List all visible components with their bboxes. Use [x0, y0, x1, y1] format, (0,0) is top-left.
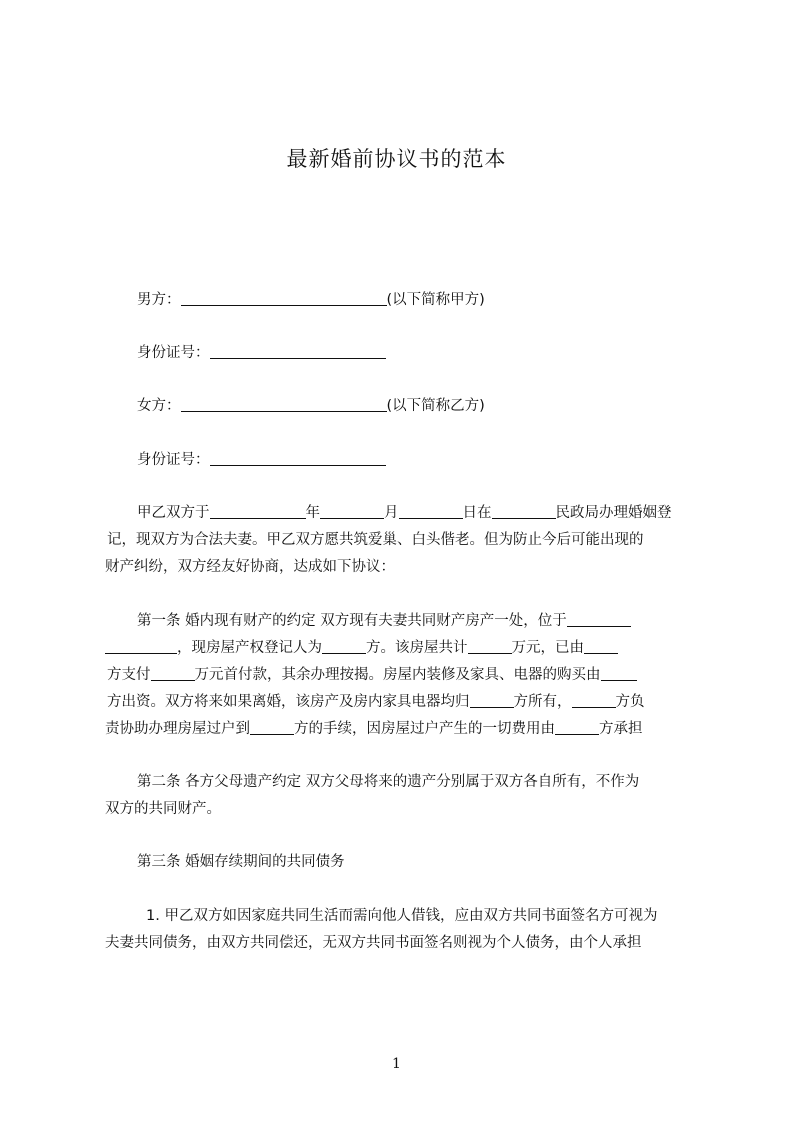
- wife-id-blank[interactable]: [210, 451, 386, 466]
- article1-text: 万元首付款，其余办理按揭。房屋内装修及家具、电器的购买由: [194, 667, 601, 683]
- article2-line-2: 双方的共同财产。: [105, 801, 221, 817]
- intro-text: 年: [305, 505, 320, 521]
- day-blank[interactable]: [399, 504, 463, 519]
- husband-label: 男方：: [137, 292, 181, 308]
- intro-line-2: 记，现双方为合法夫妻。甲乙双方愿共筑爱巢、白头偕老。但为防止今后可能出现的: [107, 532, 644, 548]
- article1-line-4: [107, 692, 645, 712]
- down-payment-blank[interactable]: [151, 666, 195, 681]
- article1-text: 方的手续，因房屋过户产生的一切费用由: [294, 721, 555, 737]
- wife-note: (以下简称乙方): [386, 398, 485, 414]
- intro-text: 月: [384, 505, 399, 521]
- page-number: 1: [392, 1056, 401, 1072]
- husband-id-field: [137, 343, 386, 363]
- assist-party-blank[interactable]: [572, 693, 616, 708]
- article1-text: 方承担: [599, 721, 643, 737]
- article3-item1-line-1: 1. 甲乙双方如因家庭共同生活而需向他人借钱，应由双方共同书面签名方可视为: [146, 908, 658, 924]
- intro-line-1: [137, 503, 672, 523]
- location-blank[interactable]: [567, 612, 631, 627]
- article1-line-2: [105, 638, 618, 658]
- wife-label: 女方：: [137, 398, 181, 414]
- article1-text: 方支付: [107, 667, 151, 683]
- wife-id-field: [137, 450, 386, 470]
- location-blank-cont[interactable]: [105, 639, 177, 654]
- registrant-blank[interactable]: [322, 639, 366, 654]
- article1-text: 方。该房屋共计: [366, 640, 468, 656]
- fee-party-blank[interactable]: [555, 720, 599, 735]
- bureau-blank[interactable]: [492, 504, 556, 519]
- article1-text: 万元，已由: [511, 640, 584, 656]
- husband-note: (以下简称甲方): [386, 292, 485, 308]
- article1-line-3: [107, 665, 637, 685]
- owner-blank[interactable]: [470, 693, 514, 708]
- intro-line-3: 财产纠纷，双方经友好协商，达成如下协议：: [105, 559, 395, 575]
- furnishing-payer-blank[interactable]: [601, 666, 637, 681]
- wife-name-blank[interactable]: [181, 397, 387, 412]
- payer-blank[interactable]: [584, 639, 618, 654]
- wife-field: [137, 396, 485, 416]
- article1-line-1: [137, 611, 631, 631]
- article2-line-1: 第二条 各方父母遗产约定 双方父母将来的遗产分别属于双方各自所有，不作为: [137, 774, 640, 790]
- transfer-party-blank[interactable]: [250, 720, 294, 735]
- year-blank[interactable]: [210, 504, 306, 519]
- article1-text: 方出资。双方将来如果离婚，该房产及房内家具电器均归: [107, 694, 470, 710]
- husband-name-blank[interactable]: [181, 291, 387, 306]
- intro-text: 日在: [462, 505, 492, 521]
- article1-text: 责协助办理房屋过户到: [105, 721, 250, 737]
- wife-id-label: 身份证号：: [137, 452, 210, 468]
- month-blank[interactable]: [320, 504, 384, 519]
- article1-text: 方负: [615, 694, 645, 710]
- article1-text: ，现房屋产权登记人为: [177, 640, 322, 656]
- article1-line-5: [105, 719, 643, 739]
- document-title: 最新婚前协议书的范本: [286, 147, 507, 171]
- total-price-blank[interactable]: [468, 639, 512, 654]
- article3-item1-line-2: 夫妻共同债务，由双方共同偿还，无双方共同书面签名则视为个人债务，由个人承担: [105, 935, 642, 951]
- intro-text: 民政局办理婚姻登: [555, 505, 672, 521]
- article3-heading: 第三条 婚姻存续期间的共同债务: [137, 854, 345, 870]
- husband-field: [137, 290, 485, 310]
- article1-text: 方所有，: [513, 694, 572, 710]
- husband-id-blank[interactable]: [210, 344, 386, 359]
- intro-text: 甲乙双方于: [137, 505, 210, 521]
- husband-id-label: 身份证号：: [137, 345, 210, 361]
- article1-text: 第一条 婚内现有财产的约定 双方现有夫妻共同财产房产一处，位于: [137, 613, 567, 629]
